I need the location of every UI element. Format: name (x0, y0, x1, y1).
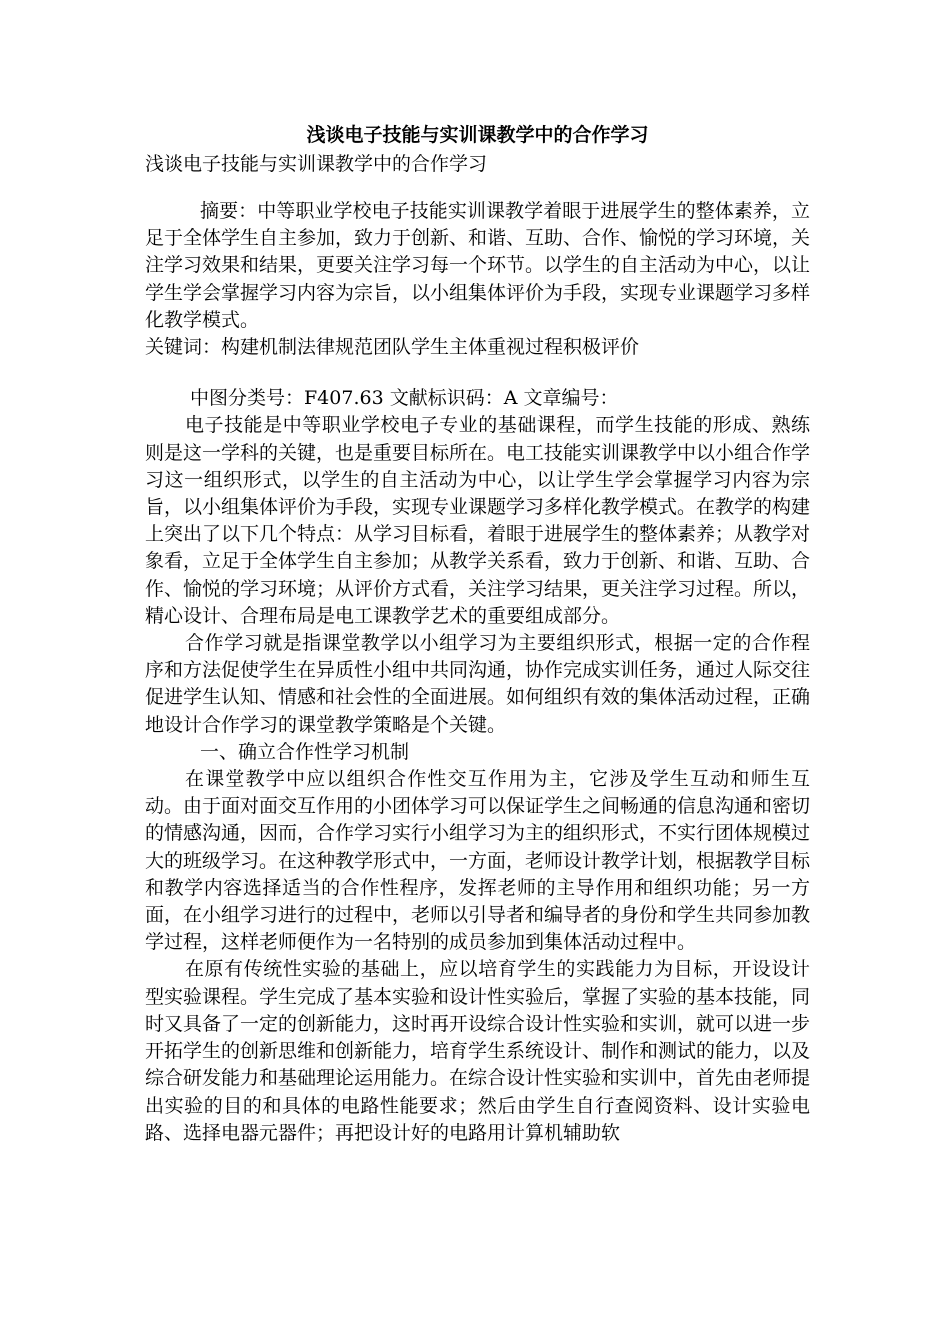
body-paragraph-2: 合作学习就是指课堂教学以小组学习为主要组织形式，根据一定的合作程序和方法促使学生在异质性小组中共同沟通，协作完成实训任务，通过人际交往促进学生认知、情感和社会性的全面进展。如何组织有效的集体活动过程，正确地设计合作学习的课堂教学策略是个关键。 (145, 632, 811, 736)
section-paragraph-1: 在课堂教学中应以组织合作性交互作用为主，它涉及学生互动和师生互动。由于面对面交互作用的小团体学习可以保证学生之间畅通的信息沟通和密切的情感沟通，因而，合作学习实行小组学习为主的组织形式，不实行团体规模过大的班级学习。在这种教学形式中，一方面，老师设计教学计划，根据教学目标和教学内容选择适当的合作性程序，发挥老师的主导作用和组织功能；另一方面，在小组学习进行的过程中，老师以引导者和编导者的身份和学生共同参加教学过程，这样老师便作为一名特别的成员参加到集体活动过程中。 (145, 768, 811, 954)
keywords-line: 关键词：构建机制法律规范团队学生主体重视过程积极评价 (145, 336, 640, 359)
document-subtitle: 浅谈电子技能与实训课教学中的合作学习 (145, 153, 488, 175)
abstract-paragraph: 摘要：中等职业学校电子技能实训课教学着眼于进展学生的整体素养，立足于全体学生自主参加，致力于创新、和谐、互助、合作、愉悦的学习环境，关注学习效果和结果，更要关注学习每一个环节。以学生的自主活动为中心，以让学生学会掌握学习内容为宗旨，以小组集体评价为手段，实现专业课题学习多样化教学模式。 (145, 200, 811, 331)
document-page (145, 120, 810, 1147)
body-paragraph-1: 电子技能是中等职业学校电子专业的基础课程，而学生技能的形成、熟练则是这一学科的关键，也是重要目标所在。电工技能实训课教学中以小组合作学习这一组织形式，以学生的自主活动为中心，以让学生学会掌握学习内容为宗旨，以小组集体评价为手段，实现专业课题学习多样化教学模式。在教学的构建上突出了以下几个特点：从学习目标看，着眼于进展学生的整体素养；从教学对象看，立足于全体学生自主参加；从教学关系看，致力于创新、和谐、互助、合作、愉悦的学习环境；从评价方式看，关注学习结果，更关注学习过程。所以，精心设计、合理布局是电工课教学艺术的重要组成部分。 (145, 414, 811, 627)
classification-line: 中图分类号：F407.63 文献标识码：A 文章编号： (190, 387, 619, 410)
section-heading: 一、确立合作性学习机制 (200, 740, 410, 763)
document-title: 浅谈电子技能与实训课教学中的合作学习 (306, 124, 649, 146)
section-paragraph-2: 在原有传统性实验的基础上，应以培育学生的实践能力为目标，开设设计型实验课程。学生完成了基本实验和设计性实验后，掌握了实验的基本技能，同时又具备了一定的创新能力，这时再开设综合设计性实验和实训，就可以进一步开拓学生的创新思维和创新能力，培育学生系统设计、制作和测试的能力，以及综合研发能力和基础理论运用能力。在综合设计性实验和实训中，首先由老师提出实验的目的和具体的电路性能要求；然后由学生自行查阅资料、设计实验电路、选择电器元器件；再把设计好的电路用计算机辅助软 (145, 958, 811, 1144)
